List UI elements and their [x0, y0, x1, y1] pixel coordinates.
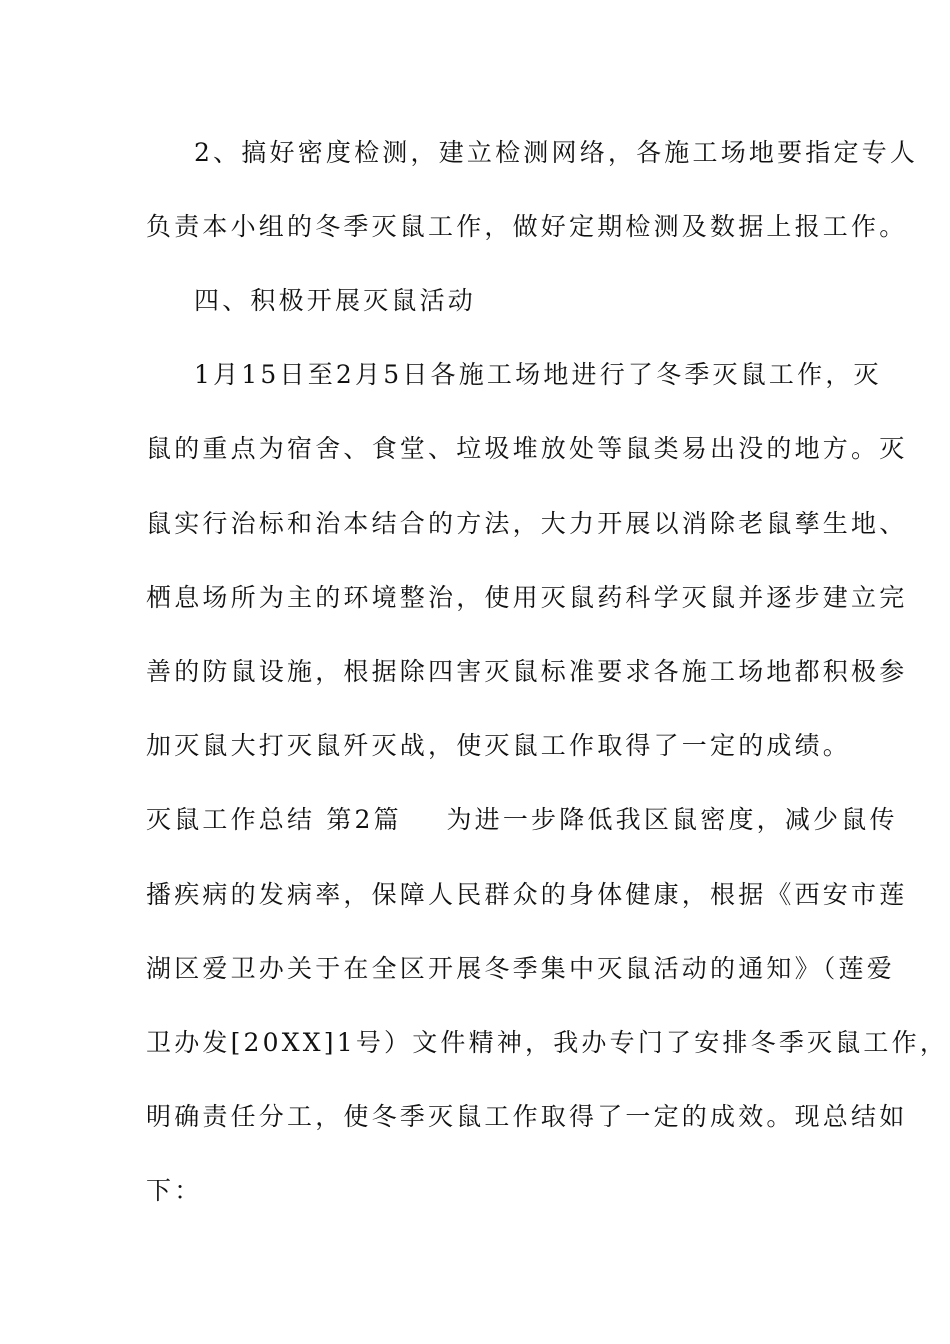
- text-line: 灭鼠工作总结 第2篇 为进一步降低我区鼠密度，减少鼠传: [146, 805, 898, 834]
- text-line: 卫办发[20XX]1号）文件精神，我办专门了安排冬季灭鼠工作，: [146, 1028, 949, 1057]
- text-line: 2、搞好密度检测，建立检测网络，各施工场地要指定专人: [194, 138, 919, 167]
- text-line: 湖区爱卫办关于在全区开展冬季集中灭鼠活动的通知》（莲爱: [146, 954, 895, 983]
- text-line: 加灭鼠大打灭鼠歼灭战，使灭鼠工作取得了一定的成绩。: [146, 731, 852, 760]
- text-line: 鼠的重点为宿舍、食堂、垃圾堆放处等鼠类易出没的地方。灭: [146, 434, 908, 463]
- section-heading: 四、积极开展灭鼠活动: [194, 286, 477, 315]
- text-line: 鼠实行治标和治本结合的方法，大力开展以消除老鼠孳生地、: [146, 509, 908, 538]
- text-line: 下：: [146, 1176, 203, 1205]
- text-line: 播疾病的发病率，保障人民群众的身体健康，根据《西安市莲: [146, 880, 908, 909]
- text-line: 明确责任分工，使冬季灭鼠工作取得了一定的成效。现总结如: [146, 1102, 908, 1131]
- text-line: 栖息场所为主的环境整治，使用灭鼠药科学灭鼠并逐步建立完: [146, 583, 908, 612]
- text-line: 1月15日至2月5日各施工场地进行了冬季灭鼠工作，灭: [194, 360, 882, 389]
- text-line: 负责本小组的冬季灭鼠工作，做好定期检测及数据上报工作。: [146, 212, 908, 241]
- text-line: 善的防鼠设施，根据除四害灭鼠标准要求各施工场地都积极参: [146, 657, 908, 686]
